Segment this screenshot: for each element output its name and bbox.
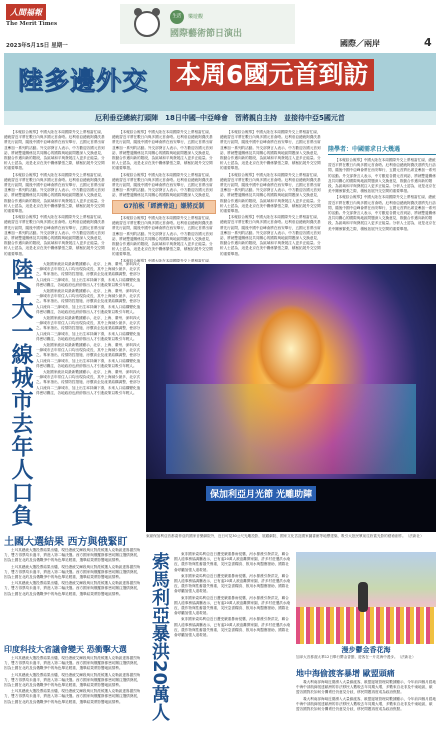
side-article-text: 【本報綜合報導】中國大陸在本周國際外交上將相當忙碌，總統習近平將在數日內與多國元首會晤。厄利垂亞總統阿費沃基將先行訪問，隨後中國中亞峰會將在西安舉行，五國元首將出席並參加一系列的活動。外交部發言人表示，中方歡迎各國元首到訪，將就雙邊關係及共同關心的國際與地區問題深入交換意見，推動合作邁向新的階段，為區域和平與發展注入更多正能量。分析人士認為，這是北京在美中關係緊張之際，積極拓展外交空間的重要舉措。 (328, 158, 436, 194)
side-article-title: 陸學者：中國需求日大幾遇 (328, 144, 436, 155)
article-main-col2b (112, 216, 216, 262)
migration-text: 義大利南部海域近期湧入大量偷渡客，歐盟邊境管理局數據顯示，今年前四個月經地中海中部航線抵達歐洲的非法移民人數較去年同期大增，多數來自北非及中東地區，歐盟各國對於如何分攤責任仍意見分歧，移民問題再度成為政治焦點。 (296, 696, 436, 712)
article-side-col (328, 130, 436, 262)
india-article-title: 印度科技大省議會變天 恐衝擊大選 (4, 645, 127, 654)
vertical-headline-1: 陸4大一線城市去年人口負 (8, 258, 33, 528)
headline-band (4, 53, 436, 111)
article-main-col2 (112, 130, 216, 198)
india-article-body (4, 656, 144, 732)
page-number: 4 (424, 36, 432, 49)
somalia-text: 東非國家索馬利亞近日遭受嚴重暴雨侵襲，河水暴漲引發洪災，聯合國人道事務協調廳表示，已有逾20萬人被迫離開家園，許多村莊遭洪水淹沒，農作物與牲畜損失慘重，災民急需糧食、飲用水與醫療援助，國際社會呼籲加強人道救援。 (174, 617, 290, 638)
turkey-text: 土耳其總統大選投票結果出爐，現任總統艾爾段與反對派候選人克勒區達魯激烈角力，雙方得票均未過半，將進入第二輪決選。西方國家與俄羅斯都密切關注選情發展，因為土國在北約及烏俄戰爭中的角色舉足輕重，選舉結果將影響地區情勢。 (4, 581, 141, 596)
article-main-text: 【本報綜合報導】中國大陸在本周國際外交上將相當忙碌，總統習近平將在數日內與多國元首會晤。厄利垂亞總統阿費沃基將先行訪問，隨後中國中亞峰會將在西安舉行，五國元首將出席並參加一系列的活動。外交部發言人表示，中方歡迎各國元首到訪，將就雙邊關係及共同關心的國際與地區問題深入交換意見，推動合作邁向新的階段，為區域和平與發展注入更多正能量。分析人士認為，這是北京在美中關係緊張之際，積極拓展外交空間的重要舉措。 (220, 130, 321, 171)
issue-date: 2023年5月15日 星期一 (6, 43, 68, 49)
vertical-headline-2: 索馬利亞暴洪20萬人 (149, 552, 170, 722)
visitor-figure (358, 582, 368, 612)
main-photo (146, 264, 436, 532)
article-main-col1 (4, 130, 108, 262)
column-tag: 生活 (170, 10, 184, 24)
light-projection-building (166, 384, 416, 474)
headline-part1: 陸多邊外交 (18, 66, 149, 95)
somalia-article-body (174, 552, 292, 732)
population-text: 大陸國家統計局最新數據顯示，北京、上海、廣州、深圳四大一線城市去年常住人口均出現負成長，其中上海減少最多，北京次之。專家指出，疫情防控措施、房價高企及產業結構調整，使部分人口流向二三線城市，加上出生率持續下滑，未來人口結構變化值得密切關注，各地政府也紛紛推出人才引進政策以吸引年輕人。 (36, 343, 141, 368)
india-text: 土耳其總統大選投票結果出爐，現任總統艾爾段與反對派候選人克勒區達魯激烈角力，雙方得票均未過半，將進入第二輪決選。西方國家與俄羅斯都密切關注選情發展，因為土國在北約及烏俄戰爭中的角色舉足輕重，選舉結果將影響地區情勢。 (4, 656, 141, 671)
india-text: 土耳其總統大選投票結果出爐，現任總統艾爾段與反對派候選人克勒區達魯激烈角力，雙方得票均未過半，將進入第二輪決選。西方國家與俄羅斯都密切關注選情發展，因為土國在北約及烏俄戰爭中的角色舉足輕重，選舉結果將影響地區情勢。 (4, 689, 141, 704)
india-text: 土耳其總統大選投票結果出爐，現任總統艾爾段與反對派候選人克勒區達魯激烈角力，雙方得票均未過半，將進入第二輪決選。西方國家與俄羅斯都密切關注選情發展，因為土國在北約及烏俄戰爭中的角色舉足輕重，選舉結果將影響地區情勢。 (4, 672, 141, 688)
article-main-text: 【本報綜合報導】中國大陸在本周國際外交上將相當忙碌，總統習近平將在數日內與多國元首會晤。厄利垂亞總統阿費沃基將先行訪問，隨後中國中亞峰會將在西安舉行，五國元首將出席並參加一系列的活動。外交部發言人表示，中方歡迎各國元首到訪，將就雙邊關係及共同關心的國際與地區問題深入交換意見，推動合作邁向新的階段，為區域和平與發展注入更多正能量。分析人士認為，這是北京在美中關係緊張之際，積極拓展外交空間的重要舉措。 (4, 172, 105, 214)
tulip-photo (296, 552, 436, 644)
somalia-text: 東非國家索馬利亞近日遭受嚴重暴雨侵襲，河水暴漲引發洪災，聯合國人道事務協調廳表示，已有逾20萬人被迫離開家園，許多村莊遭洪水淹沒，農作物與牲畜損失慘重，災民急需糧食、飲用水與醫療援助，國際社會呼籲加強人道救援。 (174, 573, 290, 594)
article-main-text: 【本報綜合報導】中國大陸在本周國際外交上將相當忙碌，總統習近平將在數日內與多國元首會晤。厄利垂亞總統阿費沃基將先行訪問，隨後中國中亞峰會將在西安舉行，五國元首將出席並參加一系列的活動。外交部發言人表示，中方歡迎各國元首到訪，將就雙邊關係及共同關心的國際與地區問題深入交換意見，推動合作邁向新的階段，為區域和平與發展注入更多正能量。分析人士認為，這是北京在美中關係緊張之際，積極拓展外交空間的重要舉措。 (220, 215, 321, 256)
masthead (0, 0, 440, 60)
tulip-field (296, 607, 436, 644)
article-main-text: 【本報綜合報導】中國大陸在本周國際外交上將相當忙碌，總統習近平將在數日內與多國元首會晤。厄利垂亞總統阿費沃基將先行訪問，隨後中國中亞峰會將在西安舉行，五國元首將出席並參加一系列的活動。外交部發言人表示，中方歡迎各國元首到訪，將就雙邊關係及共同關心的國際與地區問題深入交換意見，推動合作邁向新的階段，為區域和平與發展注入更多正能量。分析人士認為，這是北京在美中關係緊張之際，積極拓展外交空間的重要舉措。 (4, 215, 105, 256)
section-label: 國際／兩岸 (340, 39, 380, 48)
migration-article-body (296, 680, 436, 733)
photo-small-caption: 漫步鬱金香花海 (341, 646, 391, 654)
newspaper-english-name: The Merit Times (6, 21, 58, 27)
article-main-text: 【本報綜合報導】中國大陸在本周國際外交上將相當忙碌，總統習近平將在數日內與多國元首會晤。厄利垂亞總統阿費沃基將先行訪問，隨後中國中亞峰會將在西安舉行，五國元首將出席並參加一系列的活動。外交部發言人表示，中方歡迎各國元首到訪，將就雙邊關係及共同關心的國際與地區問題深入交換意見，推動合作邁向新的階段，為區域和平與發展注入更多正能量。分析人士認為，這是北京在美中關係緊張之際，積極拓展外交空間的重要舉措。 (4, 130, 105, 171)
column-banner (120, 4, 295, 44)
population-text: 大陸國家統計局最新數據顯示，北京、上海、廣州、深圳四大一線城市去年常住人口均出現負成長，其中上海減少最多，北京次之。專家指出，疫情防控措施、房價高企及產業結構調整，使部分人口流向二三線城市，加上出生率持續下滑，未來人口結構變化值得密切關注，各地政府也紛紛推出人才引進政策以吸引年輕人。 (36, 370, 141, 395)
turkey-text: 土耳其總統大選投票結果出爐，現任總統艾爾段與反對派候選人克勒區達魯激烈角力，雙方得票均未過半，將進入第二輪決選。西方國家與俄羅斯都密切關注選情發展，因為土國在北約及烏俄戰爭中的角色舉足輕重，選舉結果將影響地區情勢。 (4, 564, 141, 580)
article-main-text: 【本報綜合報導】中國大陸在本周國際外交上將相當忙碌，總統習近平將在數日內與多國元首會晤。厄利垂亞總統阿費沃基將先行訪問，隨後中國中亞峰會將在西安舉行，五國元首將出席並參加一系列的活動。外交部發言人表示，中方歡迎各國元首到訪，將就雙邊關係及共同關心的國際與地區問題深入交換意見，推動合作邁向新的階段，為區域和平與發展注入更多正能量。分析人士認為，這是北京在美中關係緊張之際，積極拓展外交空間的重要舉措。 (112, 216, 213, 257)
face-projection (256, 304, 326, 394)
somalia-text: 東非國家索馬利亞近日遭受嚴重暴雨侵襲，河水暴漲引發洪災，聯合國人道事務協調廳表示，已有逾20萬人被迫離開家園，許多村莊遭洪水淹沒，農作物與牲畜損失慘重，災民急需糧食、飲用水與醫療援助，國際社會呼籲加強人道救援。 (174, 552, 290, 572)
newspaper-logo: 人間福報 (6, 4, 46, 20)
callout-box: G7拍板「經濟脅迫」嫌將反制 (112, 200, 216, 214)
turkey-article-title: 土國大選結果 西方與俄緊盯 (4, 537, 128, 548)
bear-ear-right-icon (152, 8, 160, 16)
population-text: 大陸國家統計局最新數據顯示，北京、上海、廣州、深圳四大一線城市去年常住人口均出現負成長，其中上海減少最多，北京次之。專家指出，疫情防控措施、房價高企及產業結構調整，使部分人口流向二三線城市，加上出生率持續下滑，未來人口結構變化值得密切關注，各地政府也紛紛推出人才引進政策以吸引年輕人。 (36, 289, 141, 314)
photo-main-caption: 保加利亞月光節 光雕助陣 (206, 486, 316, 501)
headline-part2: 本周6國元首到訪 (170, 59, 374, 91)
article-main-text: 【本報綜合報導】中國大陸在本周國際外交上將相當忙碌，總統習近平將在數日內與多國元首會晤。厄利垂亞總統阿費沃基將先行訪問，隨後中國中亞峰會將在西安舉行，五國元首將出席並參加一系列的活動。外交部發言人表示，中方歡迎各國元首到訪，將就雙邊關係及共同關心的國際與地區問題深入交換意見， (112, 172, 213, 198)
article-main-text: 【本報綜合報導】中國大陸在本周國際外交上將相當忙碌，總統習近平將在數日內與多國元首會晤。厄利垂亞總統阿費沃基將先行訪問，隨後中國中亞峰會將在西安舉行，五國元首將出席並參加一系列的活動。外交部發言人表示，中方歡迎各國元首到訪，將就雙邊關係及共同關心的國際與地區問題深入交換意見，推動合作邁向新的階段，為區域和平與發展注入更多正能量。分析人士認為，這是北京在美中關係緊張之際，積極拓展外交空間的重要舉措。 (112, 130, 213, 171)
population-text: 大陸國家統計局最新數據顯示，北京、上海、廣州、深圳四大一線城市去年常住人口均出現負成長，其中上海減少最多，北京次之。專家指出，疫情防控措施、房價高企及產業結構調整，使部分人口流向二三線城市，加上出生率持續下滑，未來人口結構變化值得密切關注，各地政府也紛紛推出人才引進政策以吸引年輕人。 (36, 262, 141, 287)
turkey-article-body (4, 548, 144, 642)
migration-text: 義大利南部海域近期湧入大量偷渡客，歐盟邊境管理局數據顯示，今年前四個月經地中海中部航線抵達歐洲的非法移民人數較去年同期大增，多數來自北非及中東地區，歐盟各國對於如何分攤責任仍意見分歧，移民問題再度成為政治焦點。 (296, 680, 436, 695)
side-article-text: 【本報綜合報導】中國大陸在本周國際外交上將相當忙碌，總統習近平將在數日內與多國元首會晤。厄利垂亞總統阿費沃基將先行訪問，隨後中國中亞峰會將在西安舉行，五國元首將出席並參加一系列的活動。外交部發言人表示，中方歡迎各國元首到訪，將就雙邊關係及共同關心的國際與地區問題深入交換意見，推動合作邁向新的階段，為區域和平與發展注入更多正能量。分析人士認為，這是北京在美中關係緊張之際，積極拓展外交空間的重要舉措。 (328, 195, 436, 231)
column-small-label: 樂遊觀 (188, 14, 204, 20)
migration-article-title: 地中海偷渡客暴增 歐盟頭痛 (296, 669, 395, 678)
bear-ear-left-icon (134, 8, 142, 16)
photo-small-description: 加拿大首都渥太華12日舉行鬱金香節，遊客在一片花海中漫步。（法新社） (296, 655, 416, 659)
turkey-text: 土耳其總統大選投票結果出爐，現任總統艾爾段與反對派候選人克勒區達魯激烈角力，雙方得票均未過半，將進入第二輪決選。西方國家與俄羅斯都密切關注選情發展，因為土國在北約及烏俄戰爭中的角色舉足輕重，選舉結果將影響地區情勢。 (4, 548, 141, 563)
article-main-col3 (220, 130, 324, 262)
subheadline: 厄利垂亞總統打頭陣 18日中國─中亞峰會 習將親自主持 並接待中亞5國元首 (4, 111, 436, 125)
column-banner-text: 國際藝術節日演出 (170, 29, 243, 39)
article-population (36, 262, 142, 528)
population-text: 大陸國家統計局最新數據顯示，北京、上海、廣州、深圳四大一線城市去年常住人口均出現負成長，其中上海減少最多，北京次之。專家指出，疫情防控措施、房價高企及產業結構調整，使部分人口流向二三線城市，加上出生率持續下滑，未來人口結構變化值得密切關注，各地政府也紛紛推出人才引進政策以吸引年輕人。 (36, 316, 141, 341)
somalia-text: 東非國家索馬利亞近日遭受嚴重暴雨侵襲，河水暴漲引發洪災，聯合國人道事務協調廳表示，已有逾20萬人被迫離開家園，許多村莊遭洪水淹沒，農作物與牲畜損失慘重，災民急需糧食、飲用水與醫療援助，國際社會呼籲加強人道救援。 (174, 595, 290, 616)
article-main-text: 【本報綜合報導】中國大陸在本周國際外交上將相當忙碌，總統習近平將在數日內與多國元首會晤。厄利垂亞總統阿費沃基將先行訪問，隨後中國中亞峰會將在西安舉行，五國元首將出席並參加一系列的活動。外交部發言人表示，中方歡迎各國元首到訪，將就雙邊關係及共同關心的國際與地區問題深入交換意見，推動合作邁向新的階段，為區域和平與發展注入更多正能量。分析人士認為，這是北京在美中關係緊張之際，積極拓展外交空間的重要舉措。 (220, 172, 321, 214)
photo-main-description: 東歐保加利亞首都索菲亞的國家音樂劇院外，近日可見30公尺光雕投影，展藏劇院、國家文化宮及國家圖書館等地標建築，吸引大批民眾前往欣賞光影的藝術創作。（法新社） (146, 534, 424, 538)
article-main-text: 【本報綜合報導】中國大陸在本周國際外交上將相當忙碌， (119, 258, 213, 262)
